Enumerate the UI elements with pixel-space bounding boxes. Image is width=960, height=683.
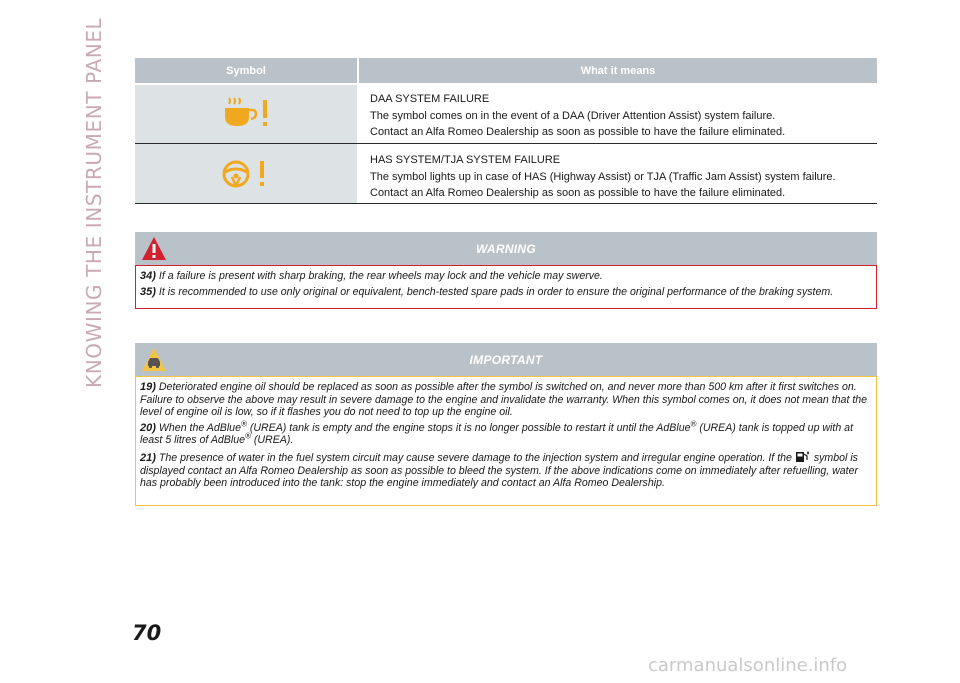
item-number: 19) — [140, 381, 156, 393]
item-text: When the AdBlue — [158, 421, 241, 434]
site-watermark: carmanualsonline.info — [648, 655, 848, 676]
important-item — [140, 381, 868, 419]
item-text: symbol is displayed contact an Alfa Romeo Dealership as soon as possible to bleed the system. If the above indications come on immediately after refuelling, water has probably been introduced into the tank: stop the engine immediately and contact an Alfa Romeo Dealership. — [140, 451, 859, 490]
side-section-title: KNOWING THE INSTRUMENT PANEL — [82, 17, 106, 388]
symbol-cell — [135, 144, 357, 203]
steering-wheel-warning-icon — [220, 157, 272, 191]
row-line: The symbol lights up in case of HAS (Highway Assist) or TJA (Traffic Jam Assist) system failure. — [370, 170, 836, 183]
row-line: The symbol comes on in the event of a DAA (Driver Attention Assist) system failure. — [370, 109, 776, 122]
header-symbol: Symbol — [135, 58, 357, 83]
important-header — [135, 343, 877, 376]
important-item — [140, 419, 868, 447]
warning-item — [140, 286, 868, 299]
header-meaning: What it means — [359, 58, 877, 83]
coffee-cup-warning-icon — [220, 97, 272, 131]
item-text: It is recommended to use only original or equivalent, bench-tested spare pads in order to ensure the original performance of the braking system. — [158, 285, 834, 298]
item-number: 20) — [140, 421, 156, 434]
item-text: (UREA) tank is topped up with at least 5 litres of AdBlue — [140, 421, 854, 447]
item-number: 21) — [140, 451, 156, 464]
important-box — [135, 343, 877, 506]
warning-item — [140, 270, 868, 283]
row-line: Contact an Alfa Romeo Dealership as soon as possible to have the failure eliminated. — [370, 126, 786, 138]
row-line: Contact an Alfa Romeo Dealership as soon as possible to have the failure eliminated. — [370, 187, 786, 199]
item-text: (UREA) tank is empty and the engine stops it is no longer possible to restart it until the AdBlue — [246, 421, 691, 434]
symbol-cell — [135, 85, 357, 143]
item-text: The presence of water in the fuel system circuit may cause severe damage to the injection system and irregular engine operation. If the — [158, 451, 795, 464]
page-number: 70 — [132, 621, 162, 645]
car-important-icon — [141, 347, 167, 373]
meaning-cell — [357, 85, 877, 143]
table-row — [135, 85, 877, 144]
warning-triangle-icon — [141, 236, 167, 262]
important-body — [135, 376, 877, 506]
item-number: 34) — [140, 270, 156, 282]
registered-mark: ® — [240, 419, 247, 429]
item-text: (UREA). — [250, 434, 294, 447]
meaning-cell — [357, 144, 877, 203]
warning-title: WARNING — [475, 241, 537, 256]
important-title: IMPORTANT — [469, 352, 543, 367]
warning-body — [135, 265, 877, 309]
row-title: HAS SYSTEM/TJA SYSTEM FAILURE — [370, 154, 561, 166]
table-row — [135, 144, 877, 204]
item-number: 35) — [140, 285, 156, 298]
warning-box — [135, 232, 877, 309]
item-text: Deteriorated engine oil should be replaced as soon as possible after the symbol is switched on, and never more than 500 km after it first switches on. Failure to observe the above may result in severe damage to the engine and invalidate the warranty. When this symbol comes on, it does not mean that the level of engine oil is low, so if it flashes you do not need to top up the engine oil. — [140, 381, 868, 419]
table-header — [135, 58, 877, 83]
important-item — [140, 450, 868, 490]
symbol-table — [135, 58, 877, 204]
row-title: DAA SYSTEM FAILURE — [370, 93, 490, 105]
warning-header — [135, 232, 877, 265]
registered-mark: ® — [690, 419, 697, 429]
item-text: If a failure is present with sharp braking, the rear wheels may lock and the vehicle may swerve. — [158, 270, 603, 282]
registered-mark: ® — [245, 431, 251, 441]
water-in-fuel-icon — [795, 450, 811, 463]
